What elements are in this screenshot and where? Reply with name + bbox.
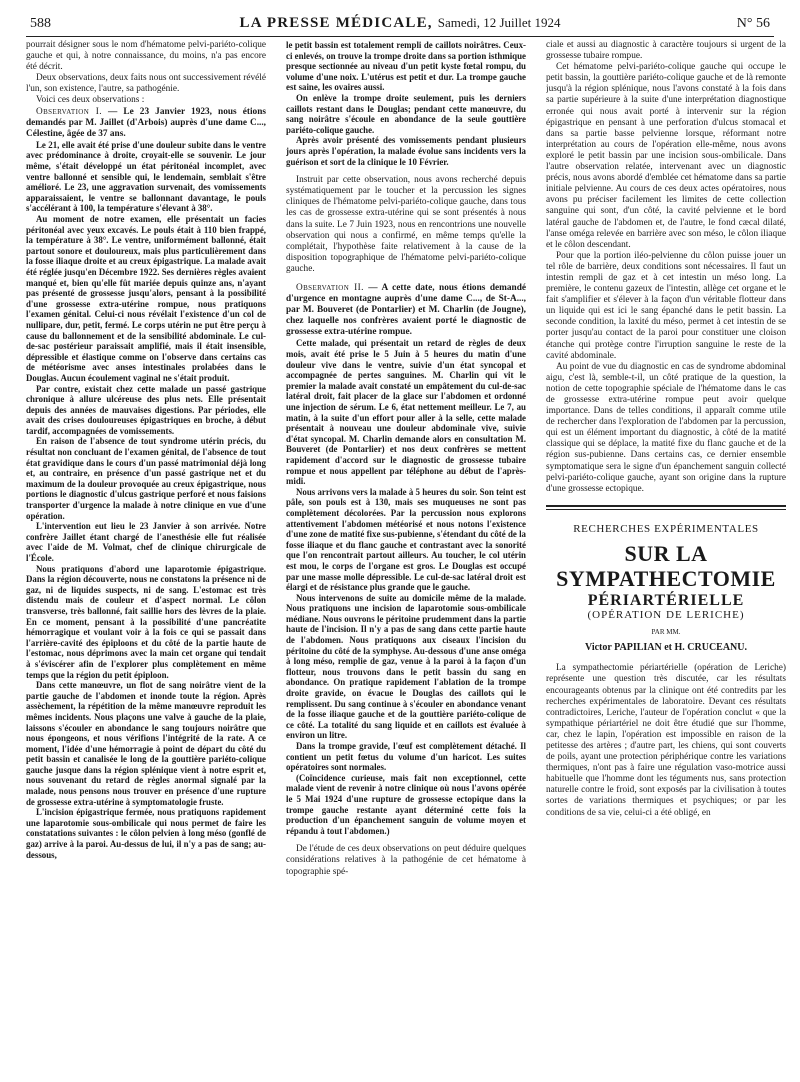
observation-label: Observation II. <box>296 282 364 293</box>
paragraph: On enlève la trompe droite seulement, puis les derniers caillots restant dans le Douglas; pendant cette manœuvre, du sang noirâtre s'écoule en abondance de la seule gouttière pariéto-colique gauche. <box>286 92 526 135</box>
paragraph: Dans la trompe gravide, l'œuf est complètement détaché. Il contient un petit fœtus du volume d'un haricot. Les suites opératoires sont normales. <box>286 741 526 773</box>
journal-title <box>26 15 774 32</box>
paragraph: Au moment de notre examen, elle présentait un facies péritonéal avec yeux excavés. Le pouls était à 110 bien frappé, la température à 38°. Le ventre, uniformément ballonné, était partout sonore et douloureux, mais plus particulièrement dans la fosse iliaque droite et au creux épigastrique. La malade avait été réglée jusqu'en Décembre 1922. Ses dernières règles avaient manqué et, bien qu'elle fût mariée depuis quinze ans, n'ayant pas présenté de grossesse jusqu'alors, pensant à la possibilité d'une grossesse extra-utérine rompue, nous pratiquons l'examen génital. Celui-ci nous révélait l'existence d'un col de nullipare, dur, petit, fermé. Le corps utérin ne put être perçu à cause du ballonnement et de la sensibilité abdominale. Le cul-de-sac postérieur paraissait amplifié, mais il était insensible, dépressible et élastique comme on l'observe dans certains cas de météorisme avec anses intestinales prolabées dans le Douglas. Aucun écoulement vaginal ne s'était produit. <box>26 214 266 383</box>
paragraph: Instruit par cette observation, nous avons recherché depuis systématiquement par le toucher et la percussion les signes cliniques de l'hématome pelvi-pariéto-colique gauche, dans tous les cas de grossesse extra-utérine qui se sont présentés à nous dans la suite. Le 7 Juin 1923, nous en rencontrions une nouvelle observation qui nous a confirmé, en même temps qu'elle la complétait, l'hypothèse faite relativement à la cause de la disposition topographique de l'hématome pelvi-pariéto-colique gauche. <box>286 175 526 274</box>
paragraph: Deux observations, deux faits nous ont successivement révélé l'un, son existence, l'autre, sa pathogénie. <box>26 73 266 95</box>
paragraph: Cet hématome pelvi-pariéto-colique gauche qui occupe le petit bassin, la gouttière pariéto-colique gauche et de là remonte jusqu'à la région splénique, nous l'avons constaté à la fois dans sa partie supérieure à la suite d'une interprétation diagnostique erronée qui nous avait porté à intervenir sur la région épigastrique en pensant à une perforation d'ulcus stomacal et dans sa partie basse pelvienne lorsque, réformant notre interprétation au cours de l'opération elle-même, nous avons exploré le petit bassin par une incision sous-ombilicale. Dans l'autre observation relatée, intervenant avec un diagnostic précis, nous avons abordé d'emblée cet hématome dans sa partie initiale pelvienne. Au cours de ces deux actes opératoires, nous avons pu préciser facilement les limites de cette collection sanguine qui sont, d'un côté, la cavité pelvienne et le bord latéral gauche de l'abdomen et, de l'autre, le fond cæcal dilaté, l'anse oméga relevée en barrière avec son méso, le côlon iliaque et le côlon descendant. <box>546 62 786 250</box>
paragraph: Au point de vue du diagnostic en cas de syndrome abdominal aigu, c'est là, semble-t-il, un côté pratique de la question, la notion de cette topographie spéciale de l'hématome dans le cas de grossesse extra-utérine rompue peut avoir quelque importance. Dans de telles conditions, il apparaît comme utile de rechercher dans l'exploration de l'abdomen par la percussion, qui est un élément important du diagnostic, à côté de la matité classique qui se déplace, la matité fixe du flanc gauche et de la région sus-pubienne. Dans certains cas, ce dernier ensemble symptomatique sera le signe d'un épanchement sanguin collecté pelvi-pariéto-colique gauche, ayant son origine dans la rupture d'une grossesse ectopique. <box>546 361 786 494</box>
paragraph: L'incision épigastrique fermée, nous pratiquons rapidement une laparotomie sous-ombilicale qui nous permet de faire les constatations suivantes : le côlon pelvien à long méso (gonflé de gaz) arrive à la paroi. Au-dessus de lui, il n'y a pas de sang; au-dessous, <box>26 807 266 860</box>
article-byline-prefix: PAR MM. <box>651 628 681 637</box>
column-1 <box>26 40 266 1074</box>
paragraph: Dans cette manœuvre, un flot de sang noirâtre vient de la partie gauche de l'abdomen et inonde toute la région. Après assèchement, la répétition de la même manœuvre reproduit les mêmes incidents. Nous plaçons une valve à gauche de la plaie, laissons s'écouler en abondance le sang toujours noirâtre que nous épongeons, et nous vérifions l'intégrité de la rate. A ce moment, l'idée d'une hémorragie à point de départ du côté du petit bassin et canalisée le long de la gouttière pariéto-colique gauche jusque dans la région splénique vient à notre esprit et, nous souvenant du retard de règles anormal signalé par la malade, nous pensons nous trouver en présence d'une rupture de grossesse extra-utérine à symptomatologie fruste. <box>26 680 266 807</box>
column-3 <box>546 40 786 1074</box>
paragraph: L'intervention eut lieu le 23 Janvier à son arrivée. Notre confrère Jaillet étant chargé de l'anesthésie elle fut réalisée avec l'aide de M. Volmat, chef de clinique chirurgicale de l'École. <box>26 521 266 563</box>
article-kicker: RECHERCHES EXPÉRIMENTALES <box>573 522 759 535</box>
observation-text: — A cette date, nous étions demandé d'urgence en montagne auprès d'une dame C..., de St-A..., par M. Bouveret (de Pontarlier) et M. Charlin (de Jougne), chez laquelle nos confrères avaient porté le diagnostic de grossesse extra-utérine rompue. <box>286 282 526 338</box>
paragraph: ciale et aussi au diagnostic à caractère toujours si urgent de la grossesse tubaire rompue. <box>546 40 786 62</box>
article-authors: Victor PAPILIAN et H. CRUCEANU. <box>584 642 748 654</box>
observation-label: Observation I. <box>36 106 102 117</box>
article-divider <box>546 505 786 510</box>
paragraph: Par contre, existait chez cette malade un passé gastrique chronique à allure ulcéreuse des plus nets. Elle présentait depuis des années de mauvaises digestions. Par périodes, elle avait des crises douloureuses épigastriques en broche, à début tardif, accompagnées de vomissements. <box>26 383 266 436</box>
paragraph: pourrait désigner sous le nom d'hématome pelvi-pariéto-colique gauche et qui, à notre connaissance, du moins, n'a pas encore été décrit. <box>26 40 266 73</box>
paragraph: le petit bassin est totalement rempli de caillots noirâtres. Ceux-ci enlevés, on trouve la trompe droite dans sa portion isthmique presque sectionnée au niveau d'un petit kyste fœtal rompu, du volume d'une noix. L'utérus est petit et dur. La trompe gauche est saine, les ovaires aussi. <box>286 40 526 93</box>
paragraph: La sympathectomie périartérielle (opération de Leriche) représente une question très discutée, car les résultats encourageants obtenus par la clinique ont été contredits par les recherches expérimentales de laboratoire. Devant ces résultats contradictoires, Leriche, l'auteur de l'opération conclut « que la sympathique périartériel ne doit être étudié que sur l'homme, car, chez le lapin, l'opération est impossible en raison de la petitesse des artères ; d'autre part, les chiens, qui sont couverts de poils, ayant une protection périphérique contre les variations thermiques, n'ont pas à faire une régulation vaso-motrice aussi habituelle que l'homme dont les téguments nus, sans protection naturelle contre le froid, sont exposés par la civilisation à toutes sortes de variations thermiques et psychiques; or par les conditions de sa vie, celui-ci a été obligé, en <box>546 663 786 818</box>
paragraph: Nous intervenons de suite au domicile même de la malade. Nous pratiquons une incision de laparotomie sous-ombilicale médiane. Nous ouvrons le péritoine prudemment dans la partie haute de l'incision. Il n'y a pas de sang dans cette partie haute de l'abdomen. Nous pratiquons aux ciseaux l'incision du péritoine du côté de la symphyse. Au-dessous d'une anse oméga à long méso, remplie de gaz, venue à la paroi à la façon d'un flotteur, nous trouvons dans le petit bassin du sang en abondance. On pratique rapidement l'ablation de la trompe droite gravide, on évacue le Douglas des caillots qui le remplissent. Du sang continue à s'écouler en abondance venant de la fosse iliaque gauche et de la gouttière pariéto-colique de ce côté. La totalité du sang liquide et en caillots est évaluée à environ un litre. <box>286 592 526 741</box>
journal-name: LA PRESSE MÉDICALE, <box>239 15 433 31</box>
page-number: 588 <box>30 16 51 31</box>
paragraph: Voici ces deux observations : <box>36 95 145 106</box>
issue-number: N° 56 <box>736 16 770 31</box>
observation-1 <box>26 107 266 140</box>
column-2 <box>286 40 526 1074</box>
paragraph: Nous arrivons vers la malade à 5 heures du soir. Son teint est pâle, son pouls est à 130, mais ses muqueuses ne sont pas complètement décolorées. Par la percussion nous explorons attentivement l'abdomen météorisé et nous notons l'existence d'une zone de matité fixe sus-pubienne, s'étendant du côté de la fosse iliaque et du flanc gauche et contrastant avec la sonorité que l'on rencontrait partout ailleurs. Au toucher, le col utérin est mou, le corps de l'organe est gros. Le Douglas est occupé par une masse molle dépressible. Le cul-de-sac latéral droit est élargi et de résistance plus grande que le gauche. <box>286 486 526 593</box>
issue-date: Samedi, 12 Juillet 1924 <box>437 15 561 30</box>
observation-text: — Le 23 Janvier 1923, nous étions demandés par M. Jaillet (d'Arbois) auprès d'une dame C..., Célestine, âgée de 37 ans. <box>26 106 266 139</box>
paragraph: En raison de l'absence de tout syndrome utérin précis, du résultat non concluant de l'examen génital, de l'absence de tout état gravidique dans le cours d'un passé matrimonial déjà long et, au contraire, en présence d'un passé gastrique net et du maximum de la douleur provoquée au creux épigastrique, nous portions le diagnostic d'ulcus gastrique perforé et nous faisions transporter d'urgence la malade à notre clinique en vue d'une opération. <box>26 436 266 521</box>
page-header <box>26 14 774 37</box>
observation-2 <box>286 283 526 338</box>
paragraph: Nous pratiquons d'abord une laparotomie épigastrique. Dans la région découverte, nous ne constatons la présence ni de gaz, ni de liquides suspects, ni de sang. L'estomac est très distendu mais de couleur et d'aspect normal. Le côlon transverse, très ballonné, fait saillie hors des lèvres de la plaie. En ce moment, pensant à la possibilité d'une pancréatite hémorragique et voulant voir à la fois ce qui se passait dans l'arrière-cavité des épiploons et du côté de la partie haute de l'estomac, nous déprimons avec la main cet organe qui tendait à s'éviscérer afin de l'explorer plus complètement en même temps que la région du petit épiploon. <box>26 563 266 680</box>
paragraph: (Coïncidence curieuse, mais fait non exceptionnel, cette malade vient de revenir à notre clinique où nous l'avons opérée le 5 Mai 1924 d'une rupture de grossesse ectopique dans la trompe gauche restante ayant déterminé cette fois la production d'un épanchement sanguin de volume moyen et répandu à tout l'abdomen.) <box>286 772 526 836</box>
article-title: SUR LA SYMPATHECTOMIE <box>556 540 776 591</box>
paragraph: De l'étude de ces deux observations on peut déduire quelques considérations relatives à la pathogénie de cet hématome à topographie spé- <box>286 844 526 877</box>
paragraph: Cette malade, qui présentait un retard de règles de deux mois, avait été prise le 5 Juin à 5 heures du matin d'une douleur vive dans le ventre, suivie d'un état syncopal et accompagnée de pertes sanguines. M. Charlin qui vit le premier la malade avait constaté un empâtement du cul-de-sac latéral droit, fait placer de la glace sur l'abdomen et ordonné une injection de sérum. Le 6, état nettement meilleur. Le 7, au matin, à la suite d'un effort pour aller à la selle, cette malade présentait à nouveau une douleur abdominale vive, suivie d'état syncopal. M. Charlin demande alors en consultation M. Bouveret (de Pontarlier) et nos deux confrères se mettent rapidement d'accord sur le diagnostic de grossesse tubaire rompue et nous appellent par téléphone au début de l'après-midi. <box>286 338 526 487</box>
article-operation: (OPÉRATION DE LERICHE) <box>587 609 745 622</box>
article-subtitle: PÉRIARTÉRIELLE <box>587 591 745 609</box>
paragraph: Pour que la portion iléo-pelvienne du côlon puisse jouer un tel rôle de barrière, deux conditions sont nécessaires. Il faut un intestin rempli de gaz et à cet intestin un méso long. La première, le contenu gazeux de l'intestin, allège cet organe et le fait s'amplifier et s'élever à la façon d'un véritable flotteur dans un liquide qui est ici le sang épanché dans le petit bassin. La seconde condition, la laxité du méso, permet à cet intestin de se porter jusqu'au contact de la paroi pour constituer une cloison étanche qui protège contre l'irruption sanguine le reste de la cavité abdominale. <box>546 250 786 361</box>
paragraph: Le 21, elle avait été prise d'une douleur subite dans le ventre avec prédominance à droite, croyait-elle se souvenir. Le jour même, s'était développé un état péritonéal incomplet, avec ventre ballonné et sensible qui, le lendemain, semblait s'être amélioré. Le 23, une aggravation survenait, des vomissements apparaissaient, le ventre se ballonnant davantage, le pouls s'accélérant à 100, la température s'élevant à 38°. <box>26 139 266 214</box>
paragraph: Après avoir présenté des vomissements pendant plusieurs jours après l'opération, la malade évolue sans incidents vers la guérison et sort de la clinique le 10 Février. <box>286 135 526 167</box>
